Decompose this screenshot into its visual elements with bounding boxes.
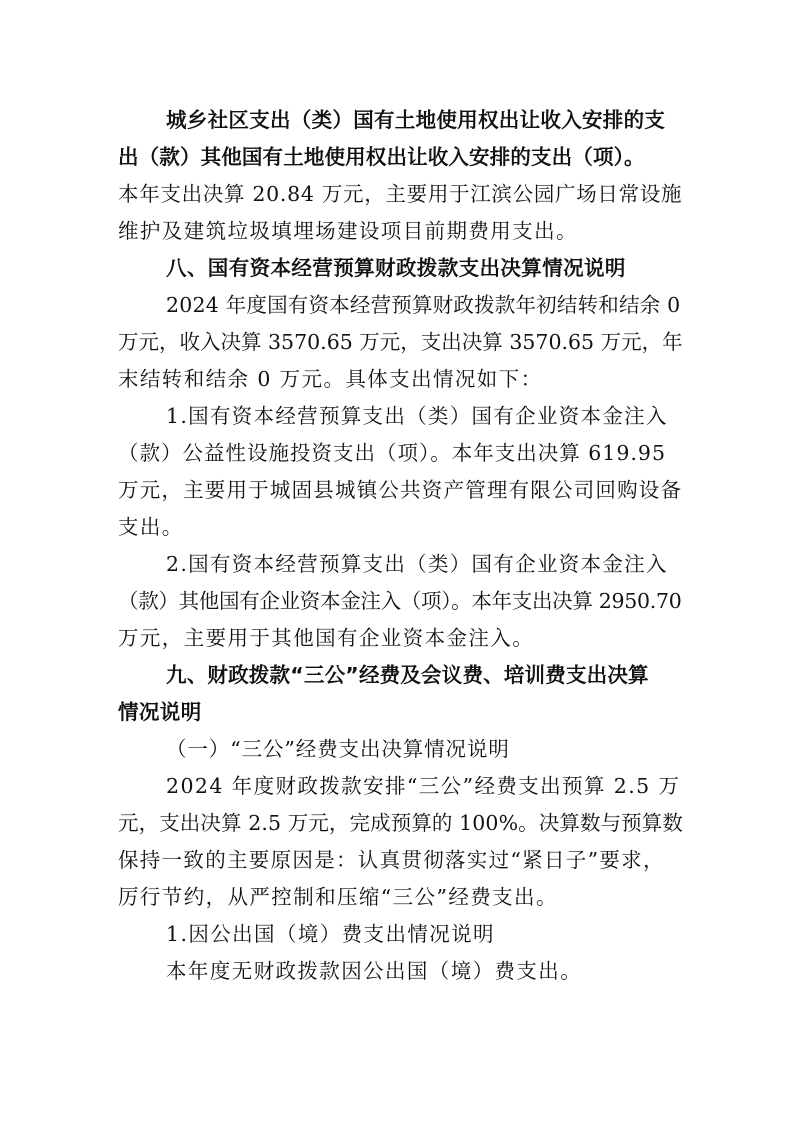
item-2-line-1: 2.国有资本经营预算支出（类）国有企业资本金注入 — [166, 552, 668, 576]
item-1-line-2: （款）公益性设施投资支出（项）。本年支出决算 619.95 — [118, 441, 666, 465]
item-1-line-3: 万元，主要用于城固县城镇公共资产管理有限公司回购设备 — [118, 478, 683, 502]
para-line-6: 2024 年度国有资本经营预算财政拨款年初结转和结余 0 — [166, 293, 681, 317]
subsection-heading-1: （一）“三公”经费支出决算情况说明 — [166, 737, 510, 761]
item-abroad-heading: 1.因公出国（境）费支出情况说明 — [166, 922, 495, 946]
item-abroad-text: 本年度无财政拨款因公出国（境）费支出。 — [166, 959, 583, 983]
para-line-2: 出（款）其他国有土地使用权出让收入安排的支出（项）。 — [118, 145, 645, 169]
section-heading-9-line-1: 九、财政拨款“三公”经费及会议费、培训费支出决算 — [166, 663, 649, 687]
para-line-3: 本年支出决算 20.84 万元，主要用于江滨公园广场日常设施 — [118, 182, 683, 206]
para-three-public-line-3: 保持一致的主要原因是：认真贯彻落实过“紧日子”要求， — [118, 848, 665, 872]
item-1-line-1: 1.国有资本经营预算支出（类）国有企业资本金注入 — [166, 404, 668, 428]
para-line-4: 维护及建筑垃圾填埋场建设项目前期费用支出。 — [118, 219, 578, 243]
section-heading-8: 八、国有资本经营预算财政拨款支出决算情况说明 — [166, 256, 626, 280]
para-three-public-line-4: 厉行节约，从严控制和压缩“三公”经费支出。 — [118, 885, 558, 909]
item-1-line-4: 支出。 — [118, 515, 184, 539]
item-2-line-3: 万元，主要用于其他国有企业资本金注入。 — [118, 626, 535, 650]
section-heading-9-line-2: 情况说明 — [118, 700, 202, 724]
para-line-7: 万元，收入决算 3570.65 万元，支出决算 3570.65 万元，年 — [118, 330, 683, 354]
para-three-public-line-1: 2024 年度财政拨款安排“三公”经费支出预算 2.5 万 — [166, 774, 681, 798]
para-line-8: 末结转和结余 0 万元。具体支出情况如下： — [118, 367, 543, 391]
para-line-1: 城乡社区支出（类）国有土地使用权出让收入安排的支 — [166, 108, 666, 132]
item-2-line-2: （款）其他国有企业资本金注入（项）。本年支出决算 2950.70 — [118, 589, 682, 613]
para-three-public-line-2: 元，支出决算 2.5 万元，完成预算的 100%。决算数与预算数 — [118, 811, 683, 835]
